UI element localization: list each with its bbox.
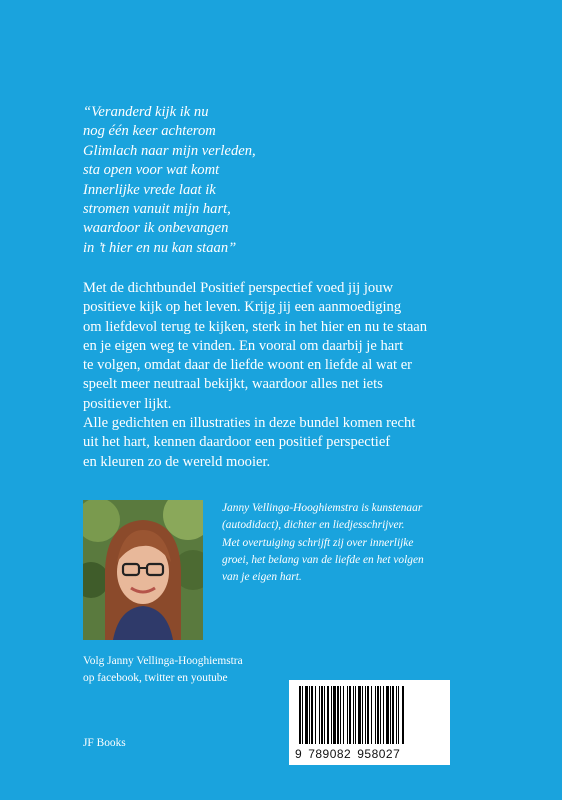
description-line: en je eigen weg te vinden. En vooral om daarbij je hart [83, 337, 404, 354]
bio-line: van je eigen hart. [222, 571, 302, 584]
barcode-bar [355, 686, 356, 744]
barcode-bar [347, 686, 348, 744]
barcode-bar [402, 686, 404, 744]
barcode-digits [295, 747, 447, 761]
author-photo [83, 500, 203, 640]
poem-line: in ’t hier en nu kan staan” [83, 239, 237, 256]
poem-line: sta open voor wat komt [83, 162, 220, 179]
barcode-digit-group: 789082 [308, 747, 352, 761]
barcode-bar [358, 686, 361, 744]
barcode-bar [319, 686, 320, 744]
barcode-bar [331, 686, 332, 744]
barcode-bar [398, 686, 399, 744]
barcode-bar [333, 686, 336, 744]
bio-line: (autodidact), dichter en liedjesschrijver. [222, 519, 405, 532]
barcode-bar [340, 686, 341, 744]
barcode-digit-group: 9 [295, 747, 303, 761]
description-line: positieve kijk op het leven. Krijg jij een aanmoediging [83, 299, 402, 316]
barcode-bar [311, 686, 313, 744]
barcode-bar [337, 686, 339, 744]
barcode-bar [321, 686, 323, 744]
publisher-name: JF Books [83, 737, 126, 749]
barcode-bar [375, 686, 376, 744]
social-follow [83, 653, 243, 688]
barcode-bar [383, 686, 384, 744]
bio-line: Met overtuiging schrijft zij over innerlijke [222, 536, 414, 549]
poem-line: Glimlach naar mijn verleden, [83, 142, 256, 159]
author-portrait-image [83, 500, 203, 640]
barcode-bar [309, 686, 310, 744]
poem-line: nog één keer achterom [83, 123, 216, 140]
barcode-bar [380, 686, 381, 744]
barcode-bar [390, 686, 391, 744]
barcode-bar [305, 686, 308, 744]
book-description [83, 279, 543, 472]
description-line: Met de dichtbundel Positief perspectief voed jij jouw [83, 280, 394, 296]
barcode-bar [392, 686, 394, 744]
bio-line: groei, het belang van de liefde en het volgen [222, 553, 424, 566]
barcode-bar [396, 686, 397, 744]
bio-line: Janny Vellinga-Hooghiemstra is kunstenaar [222, 502, 423, 514]
follow-line: op facebook, twitter en youtube [83, 672, 228, 685]
poem-line: waardoor ik onbevangen [83, 220, 229, 237]
barcode-bar [302, 686, 303, 744]
barcode-bar [386, 686, 389, 744]
follow-line: Volg Janny Vellinga-Hooghiemstra [83, 655, 243, 667]
description-line: speelt meer neutraal bekijkt, waardoor alles net iets [83, 376, 383, 393]
barcode-bar [315, 686, 316, 744]
barcode-bar [327, 686, 329, 744]
barcode-bar [343, 686, 344, 744]
poem-quote [83, 103, 256, 258]
author-bio [222, 500, 542, 586]
description-line: positiever lijkt. [83, 395, 172, 412]
poem-line: stromen vanuit mijn hart, [83, 201, 231, 218]
barcode-bar [365, 686, 366, 744]
barcode-bar [371, 686, 372, 744]
barcode-bar [299, 686, 301, 744]
barcode-bar [324, 686, 325, 744]
barcode-bar [367, 686, 369, 744]
description-line: om liefdevol terug te kijken, sterk in het hier en nu te staan [83, 318, 428, 335]
barcode-bar [349, 686, 351, 744]
barcode-bar [353, 686, 354, 744]
isbn-barcode [289, 680, 450, 765]
description-line: te volgen, omdat daar de liefde woont en liefde al wat er [83, 357, 413, 374]
barcode-bar [362, 686, 363, 744]
description-line: uit het hart, kennen daardoor een positief perspectief [83, 434, 391, 451]
barcode-bar [377, 686, 379, 744]
description-line: Alle gedichten en illustraties in deze bundel komen recht [83, 415, 416, 432]
description-line: en kleuren zo de wereld mooier. [83, 453, 271, 470]
poem-line: “Veranderd kijk ik nu [83, 104, 209, 120]
poem-line: Innerlijke vrede laat ik [83, 181, 216, 198]
barcode-digit-group: 958027 [357, 747, 401, 761]
